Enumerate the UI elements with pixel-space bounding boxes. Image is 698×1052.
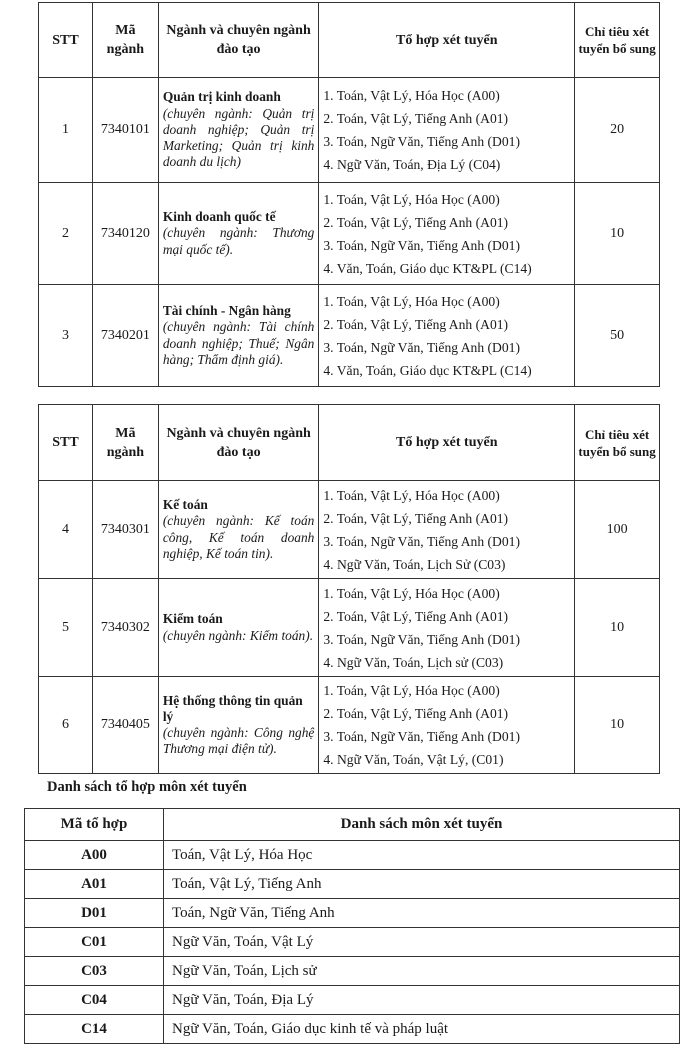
admission-table-2	[38, 404, 660, 774]
row-code: 7340405	[92, 677, 158, 774]
row-stt: 6	[39, 677, 93, 774]
combo-item: 2. Toán, Vật Lý, Tiếng Anh (A01)	[323, 608, 509, 624]
row-major	[158, 285, 319, 387]
table-row	[39, 183, 660, 285]
header-chi-tieu: Chỉ tiêu xét tuyển bổ sung	[575, 3, 660, 78]
row-code: 7340302	[92, 579, 158, 677]
table-row	[25, 841, 680, 870]
header-stt: STT	[39, 405, 93, 481]
combo-code: C01	[25, 928, 164, 957]
row-code: 7340101	[92, 78, 158, 183]
combo-item: 1. Toán, Vật Lý, Hóa Học (A00)	[323, 585, 500, 601]
combo-item: 1. Toán, Vật Lý, Hóa Học (A00)	[323, 683, 500, 698]
combo-item: 1. Toán, Vật Lý, Hóa Học (A00)	[323, 88, 500, 103]
table-row	[25, 870, 680, 899]
header-ma-nganh: Mã ngành	[92, 3, 158, 78]
row-major	[158, 481, 319, 579]
combo-item: 3. Toán, Ngữ Văn, Tiếng Anh (D01)	[323, 339, 520, 355]
table-row	[25, 957, 680, 986]
major-desc: (chuyên ngành: Kế toán công, Kế toán doanh nghiệp, Kế toán tin).	[162, 513, 315, 561]
major-name: Tài chính - Ngân hàng	[162, 303, 291, 319]
table-header-row	[39, 405, 660, 481]
combo-code: D01	[25, 899, 164, 928]
major-name: Kiểm toán	[162, 611, 223, 627]
combo-item: 2. Toán, Vật Lý, Tiếng Anh (A01)	[323, 111, 509, 126]
combo-item: 3. Toán, Ngữ Văn, Tiếng Anh (D01)	[323, 729, 520, 744]
table-header-row	[25, 809, 680, 841]
combo-item: 4. Ngữ Văn, Toán, Địa Lý (C04)	[323, 157, 501, 172]
row-quota: 50	[575, 285, 660, 387]
combo-item: 2. Toán, Vật Lý, Tiếng Anh (A01)	[323, 510, 509, 526]
row-combos	[319, 78, 575, 183]
row-quota: 10	[575, 677, 660, 774]
combo-subjects: Ngữ Văn, Toán, Vật Lý	[164, 928, 680, 957]
combo-item: 3. Toán, Ngữ Văn, Tiếng Anh (D01)	[323, 631, 520, 647]
table-row	[39, 78, 660, 183]
row-quota: 10	[575, 579, 660, 677]
combo-list-title: Danh sách tổ hợp môn xét tuyển	[47, 779, 247, 795]
row-combos	[319, 285, 575, 387]
combo-item: 4. Văn, Toán, Giáo dục KT&PL (C14)	[323, 260, 532, 276]
header-combo-code: Mã tổ hợp	[25, 809, 164, 841]
row-major	[158, 677, 319, 774]
table-row	[39, 677, 660, 774]
table-row	[39, 481, 660, 579]
header-ma-nganh: Mã ngành	[92, 405, 158, 481]
major-desc: (chuyên ngành: Tài chính doanh nghiệp; Thuế; Ngân hàng; Thẩm định giá).	[162, 319, 315, 367]
combo-item: 1. Toán, Vật Lý, Hóa Học (A00)	[323, 293, 500, 309]
major-name: Hệ thống thông tin quản lý	[162, 692, 303, 724]
table-row	[25, 899, 680, 928]
combo-item: 2. Toán, Vật Lý, Tiếng Anh (A01)	[323, 316, 509, 332]
table-row	[25, 986, 680, 1015]
combo-subjects: Ngữ Văn, Toán, Giáo dục kinh tế và pháp luật	[164, 1015, 680, 1044]
row-combos	[319, 677, 575, 774]
combo-subjects: Toán, Ngữ Văn, Tiếng Anh	[164, 899, 680, 928]
combo-subjects: Toán, Vật Lý, Tiếng Anh	[164, 870, 680, 899]
major-desc: (chuyên ngành: Quản trị doanh nghiệp; Quản trị Marketing; Quản trị kinh doanh du lịch)	[162, 105, 315, 170]
row-code: 7340301	[92, 481, 158, 579]
header-combo-subjects: Danh sách môn xét tuyển	[164, 809, 680, 841]
table-row	[25, 1015, 680, 1044]
combo-code: C14	[25, 1015, 164, 1044]
row-quota: 10	[575, 183, 660, 285]
header-chi-tieu: Chỉ tiêu xét tuyển bổ sung	[575, 405, 660, 481]
admission-table-1	[38, 2, 660, 387]
combo-item: 3. Toán, Ngữ Văn, Tiếng Anh (D01)	[323, 533, 520, 549]
row-stt: 1	[39, 78, 93, 183]
combo-code: A00	[25, 841, 164, 870]
combo-item: 4. Ngữ Văn, Toán, Vật Lý, (C01)	[323, 752, 504, 767]
header-to-hop: Tổ hợp xét tuyển	[319, 3, 575, 78]
combo-item: 1. Toán, Vật Lý, Hóa Học (A00)	[323, 191, 500, 207]
combo-item: 4. Ngữ Văn, Toán, Lịch sử (C03)	[323, 654, 504, 670]
row-major	[158, 183, 319, 285]
major-name: Quản trị kinh doanh	[162, 89, 281, 105]
combo-subjects: Ngữ Văn, Toán, Địa Lý	[164, 986, 680, 1015]
header-stt: STT	[39, 3, 93, 78]
table-row	[39, 579, 660, 677]
table-header-row	[39, 3, 660, 78]
row-code: 7340201	[92, 285, 158, 387]
combo-item: 1. Toán, Vật Lý, Hóa Học (A00)	[323, 487, 500, 503]
combo-item: 3. Toán, Ngữ Văn, Tiếng Anh (D01)	[323, 134, 520, 149]
major-name: Kế toán	[162, 497, 208, 513]
row-stt: 5	[39, 579, 93, 677]
row-combos	[319, 183, 575, 285]
row-major	[158, 579, 319, 677]
row-stt: 4	[39, 481, 93, 579]
table-row	[25, 928, 680, 957]
row-code: 7340120	[92, 183, 158, 285]
major-name: Kinh doanh quốc tế	[162, 209, 276, 225]
table-row	[39, 285, 660, 387]
combo-item: 2. Toán, Vật Lý, Tiếng Anh (A01)	[323, 706, 509, 721]
header-nganh: Ngành và chuyên ngành đào tạo	[158, 405, 319, 481]
combo-code: C03	[25, 957, 164, 986]
row-stt: 3	[39, 285, 93, 387]
row-major	[158, 78, 319, 183]
row-stt: 2	[39, 183, 93, 285]
major-desc: (chuyên ngành: Công nghệ Thương mại điện tử).	[162, 725, 315, 757]
row-combos	[319, 481, 575, 579]
major-desc: (chuyên ngành: Thương mại quốc tế).	[162, 225, 315, 257]
row-quota: 20	[575, 78, 660, 183]
combo-item: 4. Văn, Toán, Giáo dục KT&PL (C14)	[323, 362, 532, 378]
combo-subjects: Toán, Vật Lý, Hóa Học	[164, 841, 680, 870]
row-quota: 100	[575, 481, 660, 579]
major-desc: (chuyên ngành: Kiểm toán).	[162, 627, 314, 643]
combo-code: A01	[25, 870, 164, 899]
combo-item: 4. Ngữ Văn, Toán, Lịch Sử (C03)	[323, 556, 506, 572]
combo-item: 3. Toán, Ngữ Văn, Tiếng Anh (D01)	[323, 237, 520, 253]
header-to-hop: Tổ hợp xét tuyển	[319, 405, 575, 481]
combo-list-table	[24, 808, 680, 1044]
combo-code: C04	[25, 986, 164, 1015]
combo-subjects: Ngữ Văn, Toán, Lịch sử	[164, 957, 680, 986]
header-nganh: Ngành và chuyên ngành đào tạo	[158, 3, 319, 78]
combo-item: 2. Toán, Vật Lý, Tiếng Anh (A01)	[323, 214, 509, 230]
row-combos	[319, 579, 575, 677]
